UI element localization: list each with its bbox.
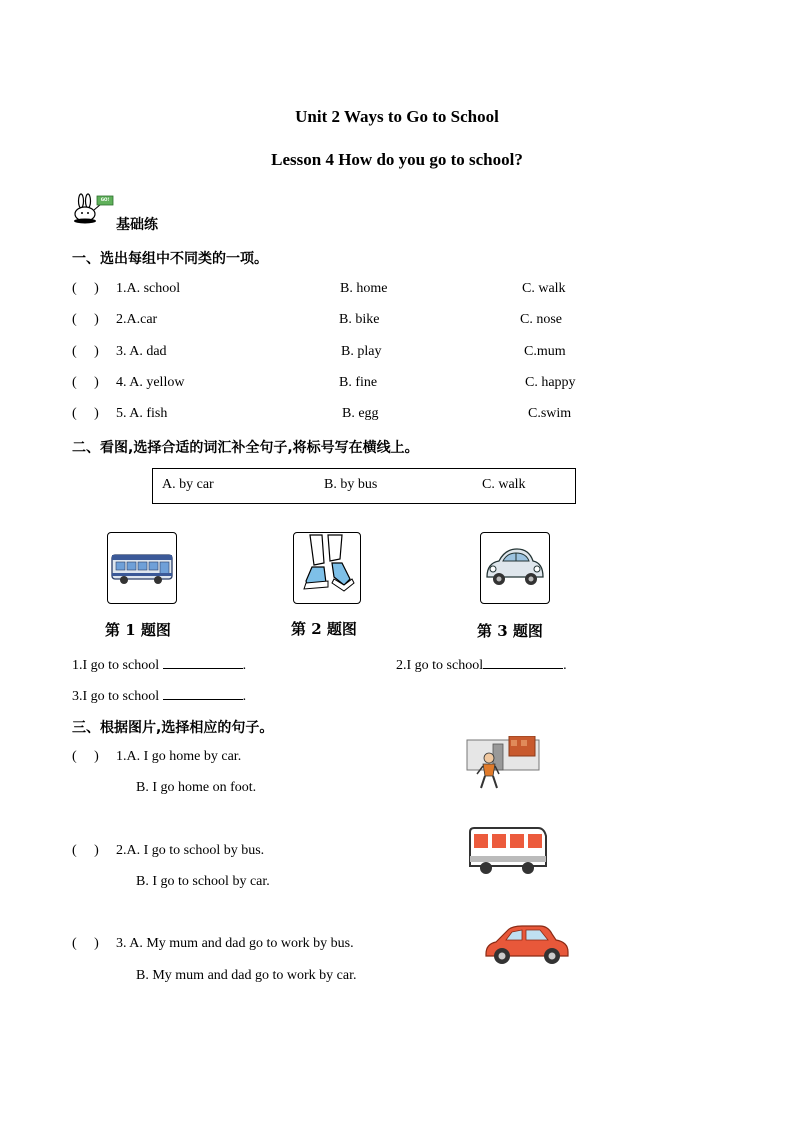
sentence-end: . (563, 658, 567, 673)
option-a: 4. A. yellow (116, 375, 185, 390)
answer-blank[interactable] (483, 656, 563, 669)
choice-b: B. I go to school by car. (136, 874, 270, 889)
option-b: B. egg (342, 406, 379, 421)
answer-paren[interactable]: ( ) (72, 312, 99, 327)
option-b: B. bike (339, 312, 380, 327)
option-c: C. happy (525, 375, 576, 390)
answer-blank[interactable] (163, 656, 243, 669)
answer-paren[interactable]: ( ) (72, 843, 99, 858)
answer-paren[interactable]: ( ) (72, 749, 99, 764)
choice-b: B. My mum and dad go to work by car. (136, 968, 357, 983)
sentence-end: . (242, 689, 247, 704)
option-a: 2.A.car (116, 312, 158, 327)
fill-sentence (72, 656, 246, 674)
car-picture (480, 532, 550, 604)
choice-a: 2.A. I go to school by bus. (116, 843, 265, 858)
feet-icon (294, 533, 360, 603)
car-icon (481, 533, 549, 603)
picture-caption: 第 1 题图 (105, 621, 171, 639)
sentence-text: 2.I go to school (396, 658, 484, 673)
fill-sentence (72, 687, 246, 705)
picture-caption: 第 3 题图 (477, 622, 543, 640)
option-b: B. play (341, 344, 382, 359)
picture-caption: 第 2 题图 (291, 620, 357, 638)
unit-title: Unit 2 Ways to Go to School (295, 107, 499, 126)
choice-a: 3. A. My mum and dad go to work by bus. (116, 936, 354, 951)
sentence-end: . (242, 658, 247, 673)
answer-blank[interactable] (163, 687, 243, 700)
option-a: 3. A. dad (116, 344, 167, 359)
bus-picture (107, 532, 177, 604)
fill-sentence (396, 656, 567, 674)
sentence-text: 1.I go to school (72, 658, 160, 673)
section3-heading: 三、根据图片,选择相应的句子。 (72, 720, 274, 736)
section1-heading: 一、选出每组中不同类的一项。 (72, 251, 268, 267)
walking-home-picture (465, 736, 541, 792)
red-car-picture (482, 922, 572, 968)
badge-sign: GO! (100, 197, 110, 202)
choice-a: 1.A. I go home by car. (116, 749, 242, 764)
car-icon (482, 922, 572, 968)
badge-label: 基础练 (116, 217, 158, 233)
walking-feet-picture (293, 532, 361, 604)
bus-icon (466, 826, 548, 876)
answer-paren[interactable]: ( ) (72, 406, 99, 421)
option-c: C.mum (524, 344, 566, 359)
sentence-text: 3.I go to school (72, 689, 160, 704)
word-bank-option: C. walk (482, 477, 526, 492)
word-bank-option: B. by bus (324, 477, 378, 492)
walking-person-icon (465, 736, 541, 792)
bus-side-picture (466, 826, 548, 876)
option-a: 1.A. school (116, 281, 181, 296)
answer-paren[interactable]: ( ) (72, 375, 99, 390)
option-c: C.swim (528, 406, 572, 421)
lesson-title: Lesson 4 How do you go to school? (271, 150, 523, 169)
option-c: C. walk (522, 281, 566, 296)
option-b: B. fine (339, 375, 378, 390)
word-bank-option: A. by car (162, 477, 214, 492)
option-a: 5. A. fish (116, 406, 168, 421)
option-c: C. nose (520, 312, 562, 327)
section2-heading: 二、看图,选择合适的词汇补全句子,将标号写在横线上。 (72, 440, 419, 456)
bus-icon (108, 533, 176, 603)
option-b: B. home (340, 281, 388, 296)
answer-paren[interactable]: ( ) (72, 281, 99, 296)
choice-b: B. I go home on foot. (136, 780, 257, 795)
answer-paren[interactable]: ( ) (72, 344, 99, 359)
answer-paren[interactable]: ( ) (72, 936, 99, 951)
